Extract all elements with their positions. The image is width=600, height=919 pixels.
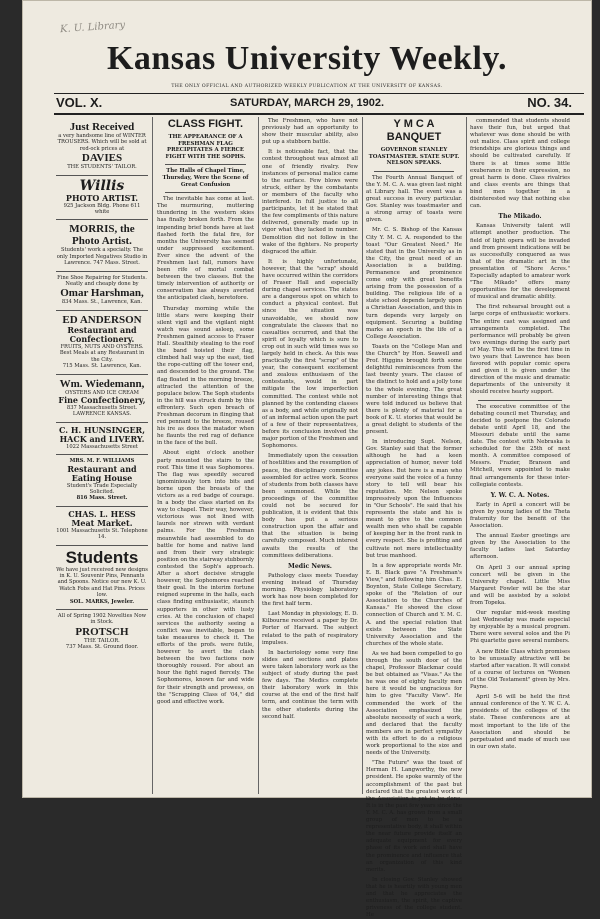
divider (165, 192, 246, 193)
article-paragraph: commended that students should have their fun, but urged that whatever was done should be with out malice. Class spirit and college friendships are glorious things and should be cultivated carefully. If there is at times some little exuberance in their expression, no great harm is done. Class rivalries and class events are things that bind men together in a disinterested way that nothing else can. (470, 118, 570, 210)
mikado-and-notes-column (470, 118, 570, 794)
issue-date: SATURDAY, MARCH 29, 1902. (229, 97, 385, 109)
article-paragraph: It is highly unfortunate, however, that the "scrap" should have occurred within the corridors of Fraser Hall and especially during chapel services. The states are a dangerous spot on which to conduct a physical contest. But since the situation was unavoidable, we should now congratulate the classes that no casualties occurred, and that the spirit of loyalty which is sure to crop out in such wild times was so largely held in check. As this was practically the first "scrap" of the year, the consequent excitement and zealous enthusiasm of the contestants, would in part mitigate the low imperfection committed. The contest while not planned by the contending classes as a body, and while originally not of an informal action upon the part of a few of their representatives, before its conclusion involved the major portion of the Freshmen and Sophomores. (262, 258, 358, 450)
article-paragraph: Last Monday in physiology, E. D. Kilbourne received a paper by Dr. Porter of Harvard. The subject related to the path of respiratory impulses. (262, 611, 358, 646)
ad-morris: MORRIS, the Photo Artist. Students' work a specialty. The only Imported Negatives Studio in Lawrence. 747 Mass. Street. (56, 220, 148, 271)
class-fight-headline: CLASS FIGHT. (167, 118, 244, 130)
ymca-headline: Y M C A BANQUET (386, 118, 442, 143)
volume-number: VOL. X. (56, 95, 103, 110)
article-paragraph: The Freshmen, who have not previously had an opportunity to show their muscular ability, also put up a stubborn battle. (262, 118, 358, 146)
medic-news-heading: Medic News. (288, 562, 332, 570)
article-paragraph: On April 3 our annual spring concert will be given in the University chapel. Little Miss Margaret Fowler will be the star and will be assisted by a soloist from Topeka. (470, 564, 570, 606)
article-paragraph: In a few appropriate words Mr. E. B. Black gave "A Freshman's View," and following him Chas. E. Boynton, State College Secretary, spoke of the "Relation of our Association to the Churches of Kansas." He showed the close connection of Church and Y. M. C. A. and the special relation that exists between the State University Association and the churches of the whole state. (366, 562, 462, 647)
article-paragraph: Thursday morning while the little stars were keeping their silent vigil and the vigilant night watch was sound asleep, some Freshmen gained access to Fraser Hall. Stealthily stealing to the roof the band hoisted their flag, climbed hall way up the east, tied the rope-cutting off the tower end, and descended to the ground. The flag floated in the morning breeze, attracted the attention of the populace below. The Soph students in the hill was struck dumb by this effrontery. Such open breach of Freshman decorum in flinging that red pennant to the breeze, roused his ire as does the matador when he flaunts the red rag of defiance in the face of the bull. (157, 305, 254, 447)
article-paragraph: It is noticeable fact, that the contest throughout was almost all one of friendly rivalry. Few instances of personal malice came to the surface. Few blows were struck, either by the combatants or members of the faculty who interfered. In full justice to all participants, let it be stated that the few compliments of this nature delivered, generally made up in vigor what they lacked in number. Demolition did not follow in the wake of the fighters. No property disgraced the affair. (262, 149, 358, 255)
article-paragraph: Our regular mid-week meeting last Wednesday was made especial by enjoyable by a musical program. There were several solos and the Pi Phi quartette gave several numbers. (470, 610, 570, 645)
article-paragraph: Early in April a concert will be given by young ladies of the Theta fraternity for the benefit of the Association. (470, 501, 570, 530)
ymca-deck: GOVERNOR STANLEY TOASTMASTER. STATE SUPT. NELSON SPEAKS. (368, 147, 460, 167)
article-paragraph: April 5-6 will be held the first annual conference of the Y. W. C. A. presidents of the colleges of the state. These conferences are at most important to the life of the Association and should be perpetuated and made of much use in our own state. (470, 694, 570, 750)
article-paragraph: In closing Gov. Stanley showed that he is heartily with young men and that he appreciates the enthusiasm, the spirit, the captive priveness of the college student. He (366, 876, 462, 919)
ad-sol-marks: Students We have just received new designs in K. U. Souvenir Pins, Pennants and Spoons. Notice our new K. U. Watch Fobs and Hat Pins. Prices low. SOL. MARKS, Jeweler. (56, 546, 148, 610)
article-paragraph: In introducing Supt. Nelson, Gov. Stanley said that the former although he had a keen appreciation of humor, never told any jokes. But here is a man who everyone said the voice of a funny story to tell will bear his reputation. Mr. Nelson spoke impressively upon the Influences in "Our Schools". He said that his represents the state and his is meant to give to the common wealth men who shall be capable of keeping her in the front rank in every respect. She is profiting and cultivate not mere intellectuality but true manhood. (366, 439, 462, 559)
newspaper-title: Kansas University Weekly. (106, 40, 508, 77)
article-paragraph: Kansas University talent will attempt another production. The field of light opera will be invaded and from present indications will be as successfully conquered as was that of the dramatic art in the presentation of "Shore Acres." Especially adapted to amateur work "The Mikado" offers many opportunities for the development of musical and dramatic ability. (470, 223, 570, 301)
article-paragraph: Pathology class meets Tuesday evening instead of Thursday morning. Physiology laboratory work has now been completed for the first half term. (262, 572, 358, 608)
article-paragraph: Toasts on the "College Man and the Church" by Hon. Seawell and Prof. Higgins brought forth some delightful reminiscences from the last twenty years. The clause of the distinct to hold and a jolly tone to the whole evening. The great number of interesting things that were told induced us believe that there is plenty of material for a book of K. U. stories that would be a great delight to students of the present. (366, 343, 462, 436)
column-rule (466, 117, 467, 794)
article-paragraph: A new Bible Class which promises to be unusually attractive will be started after vacation. It will consist of a course of lectures on "Women of the Old Testament" given by Mrs. Payne. (470, 648, 570, 691)
article-paragraph: About eight o'clock another party mounted the stairs to the roof. This time it was Sophomores. The flag was speedily secured ignominiously torn into bits and borne upon the breasts of the victors as a red badge of courage. In a body the class started on its way to chapel. Their way, however, victorious was not lined with laurels nor strewn with verdant palms. For the Freshman meanwhile had assembled to do battle for home and native land and from their very strategic position on the stairway stubbornly contested the Soph's approach. After a short decisive struggle however, the Sophomores reached their goal. In the interim fortune reigned supreme in the halls, each class finding enthusiastic, staunch supporters in other with lusty cries. At the conclusion of chapel services the authority seeing a conflict was inevitable, began to take measures to check it. The efforts of the profs. were futile, however to avert the clash between the two factions now thoroughly roused. For about an hour the fight raged fiercely. The Sophomores, known far and wide for their strength and prowess, on the "Scrapping Class of '04," did good and effective work. (157, 450, 254, 705)
class-fight-article (157, 118, 254, 794)
article-paragraph: The annual Easter greetings are given by the Association to the faculty ladies last Saturday afternoon. (470, 533, 570, 561)
ywca-notes-heading: Y. W. C. A. Notes. (490, 491, 550, 499)
ad-hunsinger: C. H. HUNSINGER, HACK and LIVERY. 1022 Massachusetts Street (56, 423, 148, 455)
article-paragraph: The inevitable has come at last. The murmuring, muttering thundering in the western skies has finally broken forth. From the impending brief bonds have at last flashed forth the fatal fire, for months the University has seemed under suppressed excitement. Ever since the advent of the Freshmen last fall, rumors have been rife of mortal combat between the two classes. But the timely intervention of authority or conservatism has always averted the anticipated clash, heretofore. (157, 196, 254, 302)
ymca-banquet-article (366, 118, 462, 919)
issue-number: NO. 34. (527, 95, 572, 110)
article-paragraph: Immediately upon the cessation of hostilities and the resumption of peace, the disciplinary committee assembled for active work. Scores of students from both classes have been summoned. While the proceedings of the committee could not be secured for publication, it is evident that this body has put a serious construction upon the affair and that the situation is being carefully composed. Much interest awaits the results of the committees deliberations. (262, 453, 358, 559)
class-fight-continued (262, 118, 358, 794)
divider (165, 164, 246, 165)
article-paragraph: Mr. C. S. Bishop of the Kansas City Y. M. C. A. responded to the toast "Our Greatest Need." He stated that in the University as in the City, the great need of an Association is a building. Permanence and prominence come only with great benefits arising from the possession of a building. The religious life of a state school depends largely upon a Christian Association, and this in turn depends very largely on equipment. Securing a building marks an epoch in the life of a College Association. (366, 227, 462, 340)
ad-wiedemann: Wm. Wiedemann, OYSTERS AND ICE CREAM Fine Confectionery, 837 Massachusetts Street. LAWRENCE KANSAS. (56, 375, 148, 423)
column-rule (152, 117, 153, 794)
article-paragraph: "The Future" was the toast of Herman H. Langworthy, the new president. He spoke warmly of the accomplishment of the past but declared that the greatest work of the Association is yet to be done. It is in the past few years since the Y. M. C. A. has grown from a small group of men to be a representative body, it shall within the near future provide itself an adequate equipment for every phase of its work and shall have the prominence and influence that an organization of this kind merits. (366, 760, 462, 873)
ad-williams: MRS. M. F. WILLIAMS Restaurant and Eating House Student's Trade Especially Solicited. 816 Mass. Street. (56, 455, 148, 507)
column-rule (258, 117, 259, 794)
divider (478, 400, 562, 401)
article-paragraph: The first rehearsal brought out a large corps of enthusiastic workers. The entire cast was assigned and arrangements completed. The performance will probably be given two evenings during the early part of May. This will be the first time in two years that Lawrence has been favored with popular comic opera and given it is given under the direction of the music and dramatic departments of the university it should receive hearty support. (470, 304, 570, 396)
newspaper-page (22, 0, 592, 919)
article-paragraph: In bacteriology some very fine slides and sections and plates were taken laboratory work as the subject of study during the past few days. The Medics complete their laboratory work in this course at the end of the first half term, and continue the term with the other students during the second half. (262, 649, 358, 720)
column-rule (362, 117, 363, 794)
newspaper-subtitle: THE ONLY OFFICIAL AND AUTHORIZED WEEKLY PUBLICATION AT THE UNIVERSITY OF KANSAS. (171, 84, 443, 89)
ad-protsch: All of Spring 1902 Novelties Now in Stock. PROTSCH THE TAILOR. 737 Mass. St. Ground floor. (57, 613, 147, 651)
masthead-bottom-rule (54, 113, 584, 115)
article-paragraph: The Fourth Annual Banquet of the Y. M. C. A. was given last night at Library hall. The event was a great success in every particular. Gov. Stanley was toastmaster and a strong array of toasts were given. (366, 174, 462, 224)
advertisements-column (56, 118, 148, 794)
ad-harshman: Fine Shoe Repairing for Students. Neatly and cheaply done by Omar Harshman, 834 Mass. St., Lawrence, Kan. (56, 272, 148, 311)
article-paragraph: As we had been compelled to go through the south door of the chapel, Professor Blackmar could be but obtained as "Visas." As the he was one of eighty faculty men here it would be ungracious for him to give "Faculty View". He commended the work of the Association emphasized the absolute necessity of such a work, and declared that the faculty members are in perfect sympathy with its effort to do a religious work proportional to the size and needs of the University. (366, 650, 462, 757)
masthead-rule (54, 93, 584, 94)
class-fight-subdeck: The Halls of Chapel Time, Thursday, Were the Scene of Great Confusion (162, 168, 249, 188)
divider (374, 171, 454, 172)
article-paragraph: The executive committee of the debating council met Thursday, and decided to postpone the Colorado debate until April 18, and the Missouri debate until the same date. The contest with Nebraska is scheduled for the 25th of next month. A committee composed of Messrs. Frazier, Branson and Mitchell, were appointed to make final arrangements for these inter-collegiate contests. (470, 403, 570, 488)
ad-davies: Just Received a very handsome line of WINTER TROUSERS. Which will be sold at red-ock prices at DAVIES THE STUDENTS' TAILOR. (56, 118, 148, 176)
ad-anderson: ED ANDERSON Restaurant and Confectionery. FRUITS, NUTS AND OYSTERS. Best Meals at any Restaurant in the City. 715 Mass. St. Lawrence, Kan. (56, 311, 148, 375)
class-fight-deck: THE APPEARANCE OF A FRESHMAN FLAG PRECIPITATES A FIERCE FIGHT WITH THE SOPHS. (165, 134, 246, 160)
mikado-heading: The Mikado. (498, 213, 542, 221)
ad-hess: CHAS. L. HESS Meat Market. 1001 Massachusetts St. Telephone 14. (56, 507, 148, 546)
handwritten-library-note: K. U. Library (59, 19, 126, 36)
ad-willis: Willis PHOTO ARTIST. 925 Jackson Bldg. Phone 611 white (56, 176, 148, 221)
